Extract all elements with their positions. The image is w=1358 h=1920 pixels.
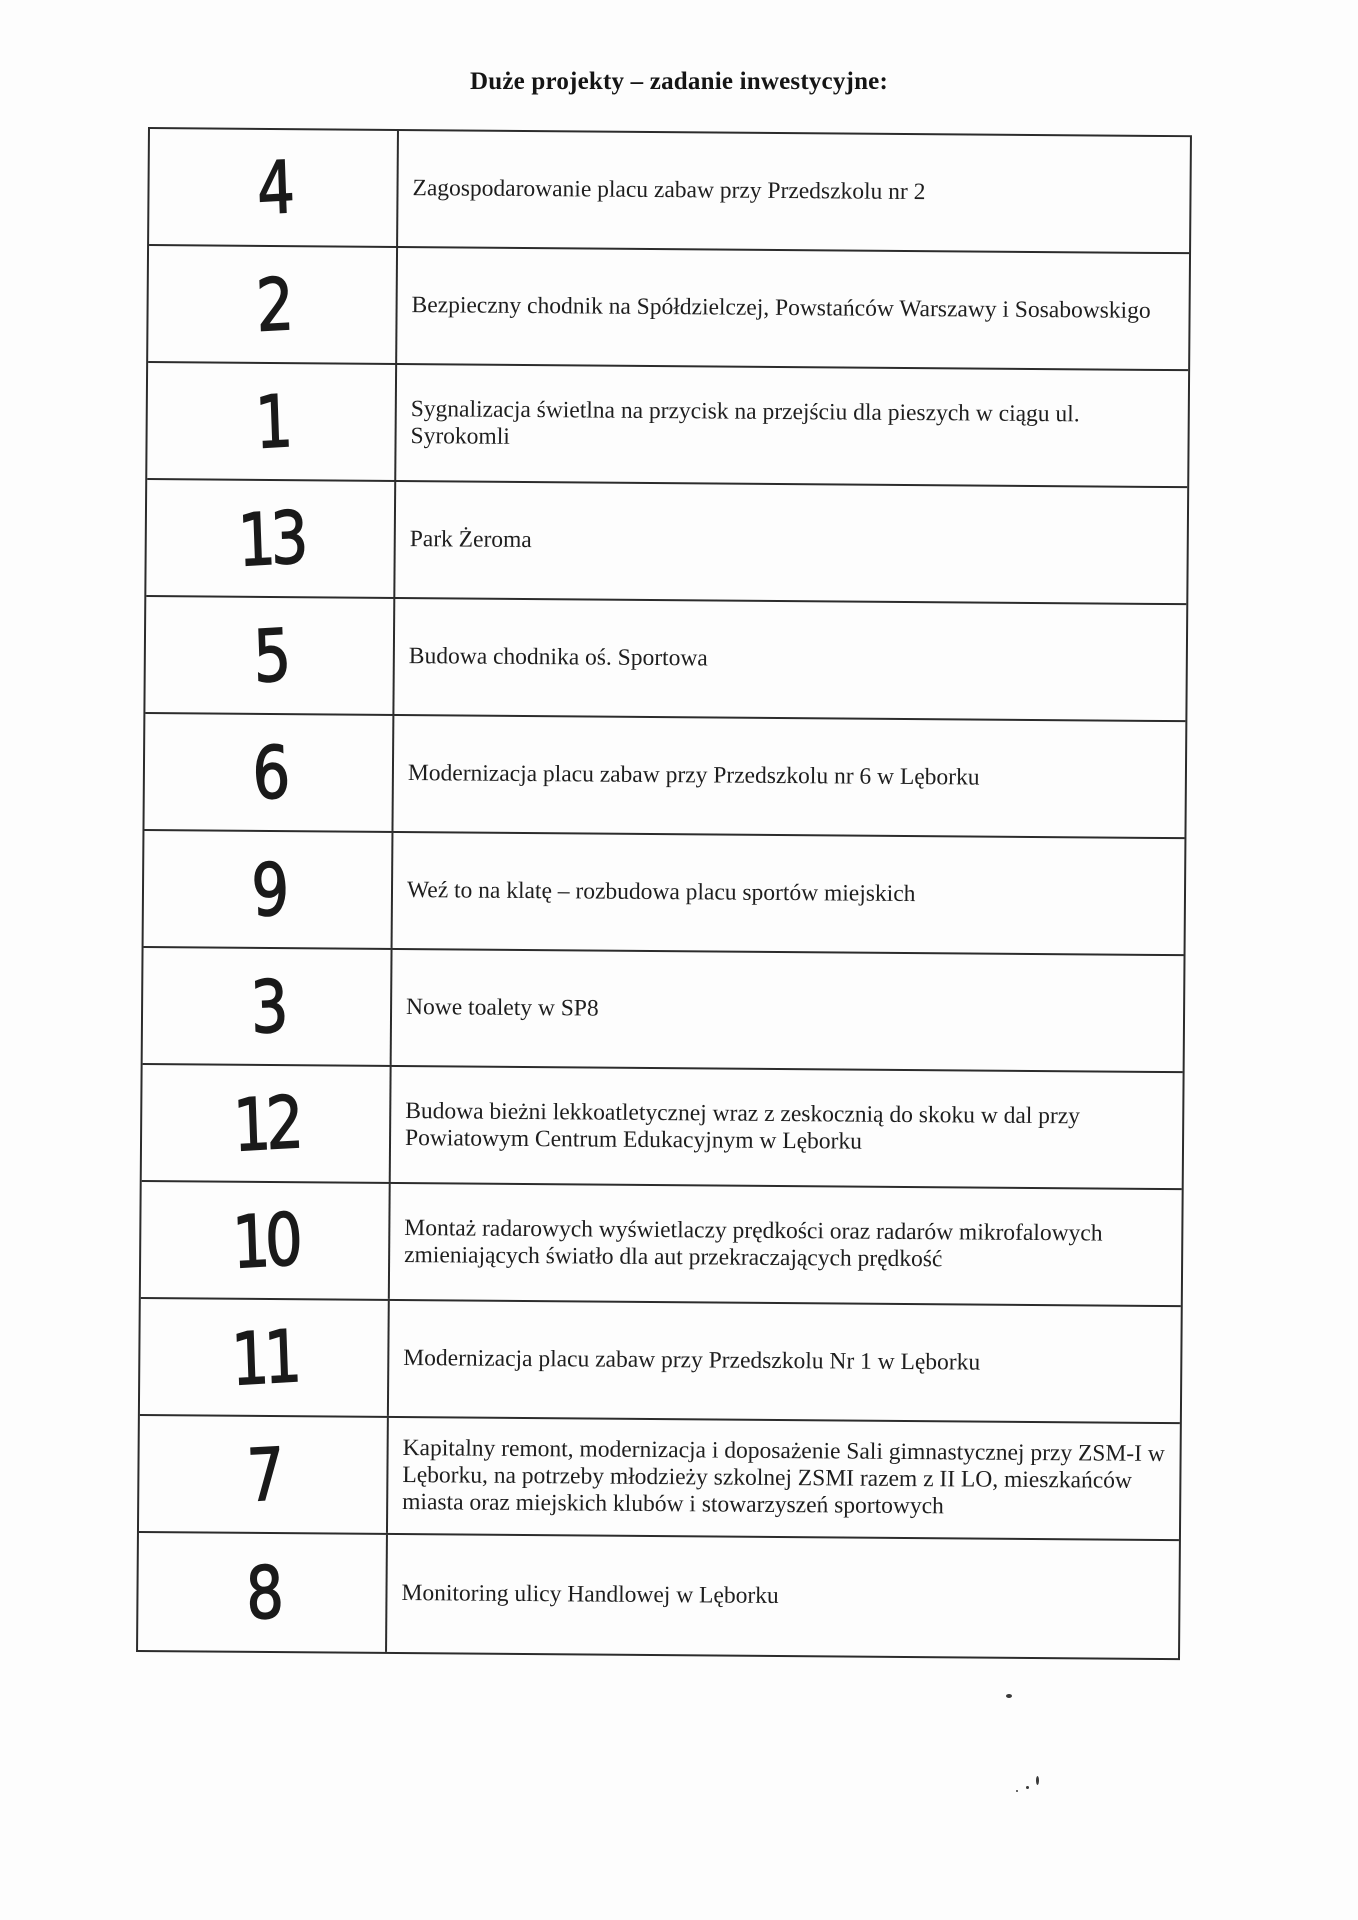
handwritten-number: 10 [141,1182,391,1299]
handwritten-number: 13 [146,480,396,597]
handwritten-number: 7 [139,1416,389,1533]
scan-speck [1036,1776,1039,1785]
table-row [145,597,1186,722]
document-title: Duże projekty – zadanie inwestycyjne: [470,68,888,95]
project-description: Sygnalizacja świetlna na przycisk na przejściu dla pieszych w ciągu ul. Syrokomli [410,395,1080,450]
handwritten-number: 3 [143,948,393,1065]
table-row [142,1065,1183,1190]
table-row [139,1416,1180,1541]
table-row [138,1533,1179,1658]
project-description: Weź to na klatę – rozbudowa placu sportów miejskich [406,877,916,908]
project-description: Park Żeroma [409,526,532,554]
project-description: Monitoring ulicy Handlowej w Lęborku [401,1580,779,1609]
project-description: Nowe toalety w SP8 [405,994,599,1022]
project-description: Budowa bieżni lekkoatletycznej wraz z zeskocznią do skoku w dal przy Powiatowym Centrum Edukacyjnym w Lęborku [404,1097,1081,1155]
project-description: Kapitalny remont, modernizacja i doposażenie Sali gimnastycznej przy ZSM-I w Lęborku, na potrzeby młodzieży szkolnej ZSMI razem z II LO, mieszkańców miasta oraz miejskich klubów i stowarzyszeń sportowych [402,1435,1165,1520]
handwritten-number: 9 [144,831,394,948]
handwritten-number: 1 [147,363,397,480]
handwritten-number: 2 [148,246,398,363]
table-row [148,246,1189,371]
table-row [147,363,1188,488]
scan-speck [1016,1790,1018,1792]
project-description: Zagospodarowanie placu zabaw przy Przedszkolu nr 2 [412,175,926,206]
handwritten-number: 11 [140,1299,390,1416]
table-row [144,831,1185,956]
project-description: Modernizacja placu zabaw przy Przedszkolu nr 6 w Lęborku [407,760,980,791]
handwritten-number: 5 [145,597,395,714]
table-row [144,714,1185,839]
table-row [149,129,1190,254]
project-description: Montaż radarowych wyświetlaczy prędkości oraz radarów mikrofalowych zmieniających światło dla aut przekraczających prędkość [404,1214,1103,1272]
scan-speck [1026,1786,1029,1789]
project-description: Bezpieczny chodnik na Spółdzielczej, Powstańców Warszawy i Sosabowskigo [411,292,1151,324]
handwritten-number: 4 [149,129,399,246]
table-row [141,1182,1182,1307]
table-row [146,480,1187,605]
table-row [143,948,1184,1073]
handwritten-number: 12 [142,1065,392,1182]
project-description: Modernizacja placu zabaw przy Przedszkolu Nr 1 w Lęborku [403,1345,981,1376]
projects-table [136,127,1192,1660]
handwritten-number: 6 [144,714,394,831]
table-row [140,1299,1181,1424]
handwritten-number: 8 [138,1533,388,1652]
project-description: Budowa chodnika oś. Sportowa [408,643,708,672]
scan-speck [1006,1694,1012,1698]
